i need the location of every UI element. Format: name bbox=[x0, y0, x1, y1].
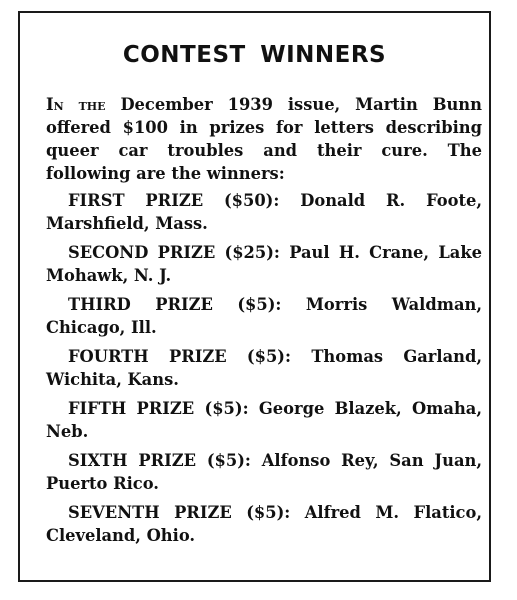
article-body bbox=[46, 93, 482, 553]
article-box bbox=[18, 11, 491, 582]
intro-text: December 1939 issue, Martin Bunn offered $100 in prizes for letters describing queer car troubles and their cure. The following are the winners: bbox=[46, 95, 482, 183]
prize-label: SEVENTH PRIZE ($5): bbox=[68, 503, 291, 522]
prize-entry-fifth bbox=[46, 397, 482, 443]
prize-entry-sixth bbox=[46, 449, 482, 495]
prize-winner: Alfonso Rey, San Juan, Puerto Rico. bbox=[46, 451, 482, 493]
prize-entry-second bbox=[46, 241, 482, 287]
article-title: CONTEST WINNERS bbox=[122, 42, 387, 68]
prize-entry-first bbox=[46, 189, 482, 235]
prize-entry-fourth bbox=[46, 345, 482, 391]
prize-winner: George Blazek, Omaha, Neb. bbox=[46, 399, 483, 441]
prize-label: FIRST PRIZE ($50): bbox=[68, 191, 280, 210]
prize-winner: Thomas Garland, Wichita, Kans. bbox=[46, 347, 483, 389]
prize-winner: Donald R. Foote, Marshfield, Mass. bbox=[46, 191, 483, 233]
prize-winner: Paul H. Crane, Lake Mohawk, N. J. bbox=[46, 243, 482, 285]
intro-paragraph bbox=[46, 93, 482, 185]
prize-label: SIXTH PRIZE ($5): bbox=[68, 451, 251, 470]
prize-entry-third bbox=[46, 293, 482, 339]
prize-winner: Alfred M. Flatico, Cleveland, Ohio. bbox=[46, 503, 483, 545]
prize-label: FOURTH PRIZE ($5): bbox=[68, 347, 292, 366]
prize-winner: Morris Waldman, Chicago, Ill. bbox=[46, 295, 483, 337]
intro-lead-in: In the bbox=[46, 95, 106, 114]
prize-label: THIRD PRIZE ($5): bbox=[68, 295, 282, 314]
prize-label: SECOND PRIZE ($25): bbox=[68, 243, 280, 262]
prize-entry-seventh bbox=[46, 501, 482, 547]
prize-label: FIFTH PRIZE ($5): bbox=[68, 399, 249, 418]
